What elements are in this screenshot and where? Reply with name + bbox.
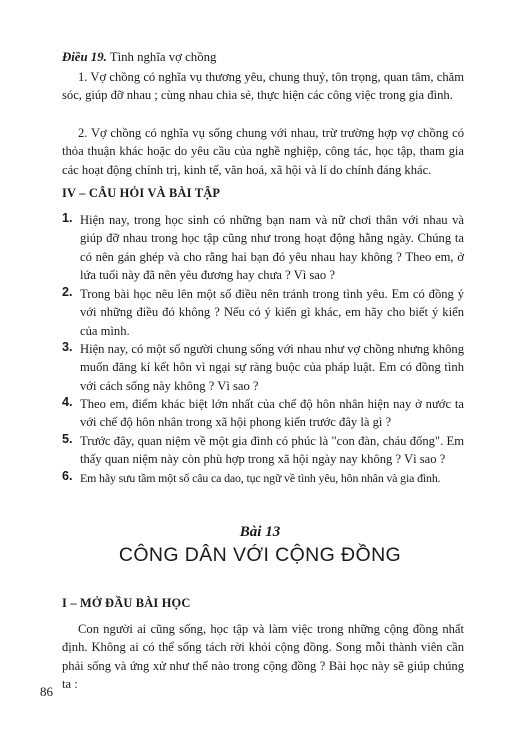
question-text: Hiện nay, có một số người chung sống với nhau như vợ chồng nhưng không muốn đăng kí kết hôn vì ngại sự ràng buộc của pháp luật. Em có đồng tình với cách sống này không ? Vì sao ?	[80, 342, 464, 393]
article-paragraph-1: 1. Vợ chồng có nghĩa vụ thương yêu, chung thuỷ, tôn trọng, quan tâm, chăm sóc, giúp đỡ nhau ; cùng nhau chia sẻ, thực hiện các công việc trong gia đình.	[62, 70, 464, 103]
question-number: 2.	[62, 285, 73, 299]
question-number: 3.	[62, 340, 73, 354]
article-title	[62, 50, 216, 65]
section-heading-intro: I – MỞ ĐẦU BÀI HỌC	[62, 596, 191, 610]
section-heading-questions: IV – CÂU HỎI VÀ BÀI TẬP	[62, 186, 221, 200]
page-number: 86	[40, 684, 53, 699]
article-paragraph-2: 2. Vợ chồng có nghĩa vụ sống chung với nhau, trừ trường hợp vợ chồng có thỏa thuận khác hoặc do yêu cầu của nghề nghiệp, công tác, học tập, tham gia các hoạt động chính trị, kinh tế, văn hoá, xã hội và lí do chính đáng khác.	[62, 126, 464, 177]
question-text: Theo em, điểm khác biệt lớn nhất của chế độ hôn nhân hiện nay ở nước ta với chế độ hôn nhân trong xã hội phong kiến trước đây là gì ?	[80, 397, 464, 430]
question-text: Em hãy sưu tầm một số câu ca dao, tục ngữ về tình yêu, hôn nhân và gia đình.	[80, 471, 441, 485]
lesson-number: Bài 13	[239, 524, 281, 540]
intro-paragraph: Con người ai cũng sống, học tập và làm việc trong những cộng đồng nhất định. Không ai có thể sống tách rời khỏi cộng đồng. Song mỗi thành viên cần phải sống và ứng xử như thế nào trong cộng đồng ? Bài học này sẽ giúp chúng ta :	[62, 622, 464, 692]
question-text: Trước đây, quan niệm về một gia đình có phúc là "con đàn, cháu đống". Em thấy quan niệm này còn phù hợp trong xã hội ngày nay không ? Vì sao ?	[80, 434, 464, 467]
question-number: 4.	[62, 395, 73, 409]
question-text: Hiện nay, trong học sinh có những bạn nam và nữ chơi thân với nhau và giúp đỡ nhau trong học tập cũng như trong hoạt động hằng ngày. Chúng ta có nên gán ghép và cho rằng hai bạn đó yêu nhau hay không ? Theo em, ở lứa tuổi này đã nên yêu đương hay chưa ? Vì sao ?	[80, 213, 464, 283]
article-title-text: Tình nghĩa vợ chồng	[106, 50, 217, 64]
question-number: 6.	[62, 469, 73, 483]
lesson-title: CÔNG DÂN VỚI CỘNG ĐỒNG	[118, 544, 402, 566]
article-label: Điều 19.	[62, 50, 107, 64]
question-number: 1.	[62, 211, 73, 225]
question-text: Trong bài học nêu lên một số điều nên tránh trong tình yêu. Em có đồng ý với những điều đó không ? Nếu có ý kiến gì khác, em hãy cho biết ý kiến của mình.	[80, 287, 464, 338]
question-number: 5.	[62, 432, 73, 446]
